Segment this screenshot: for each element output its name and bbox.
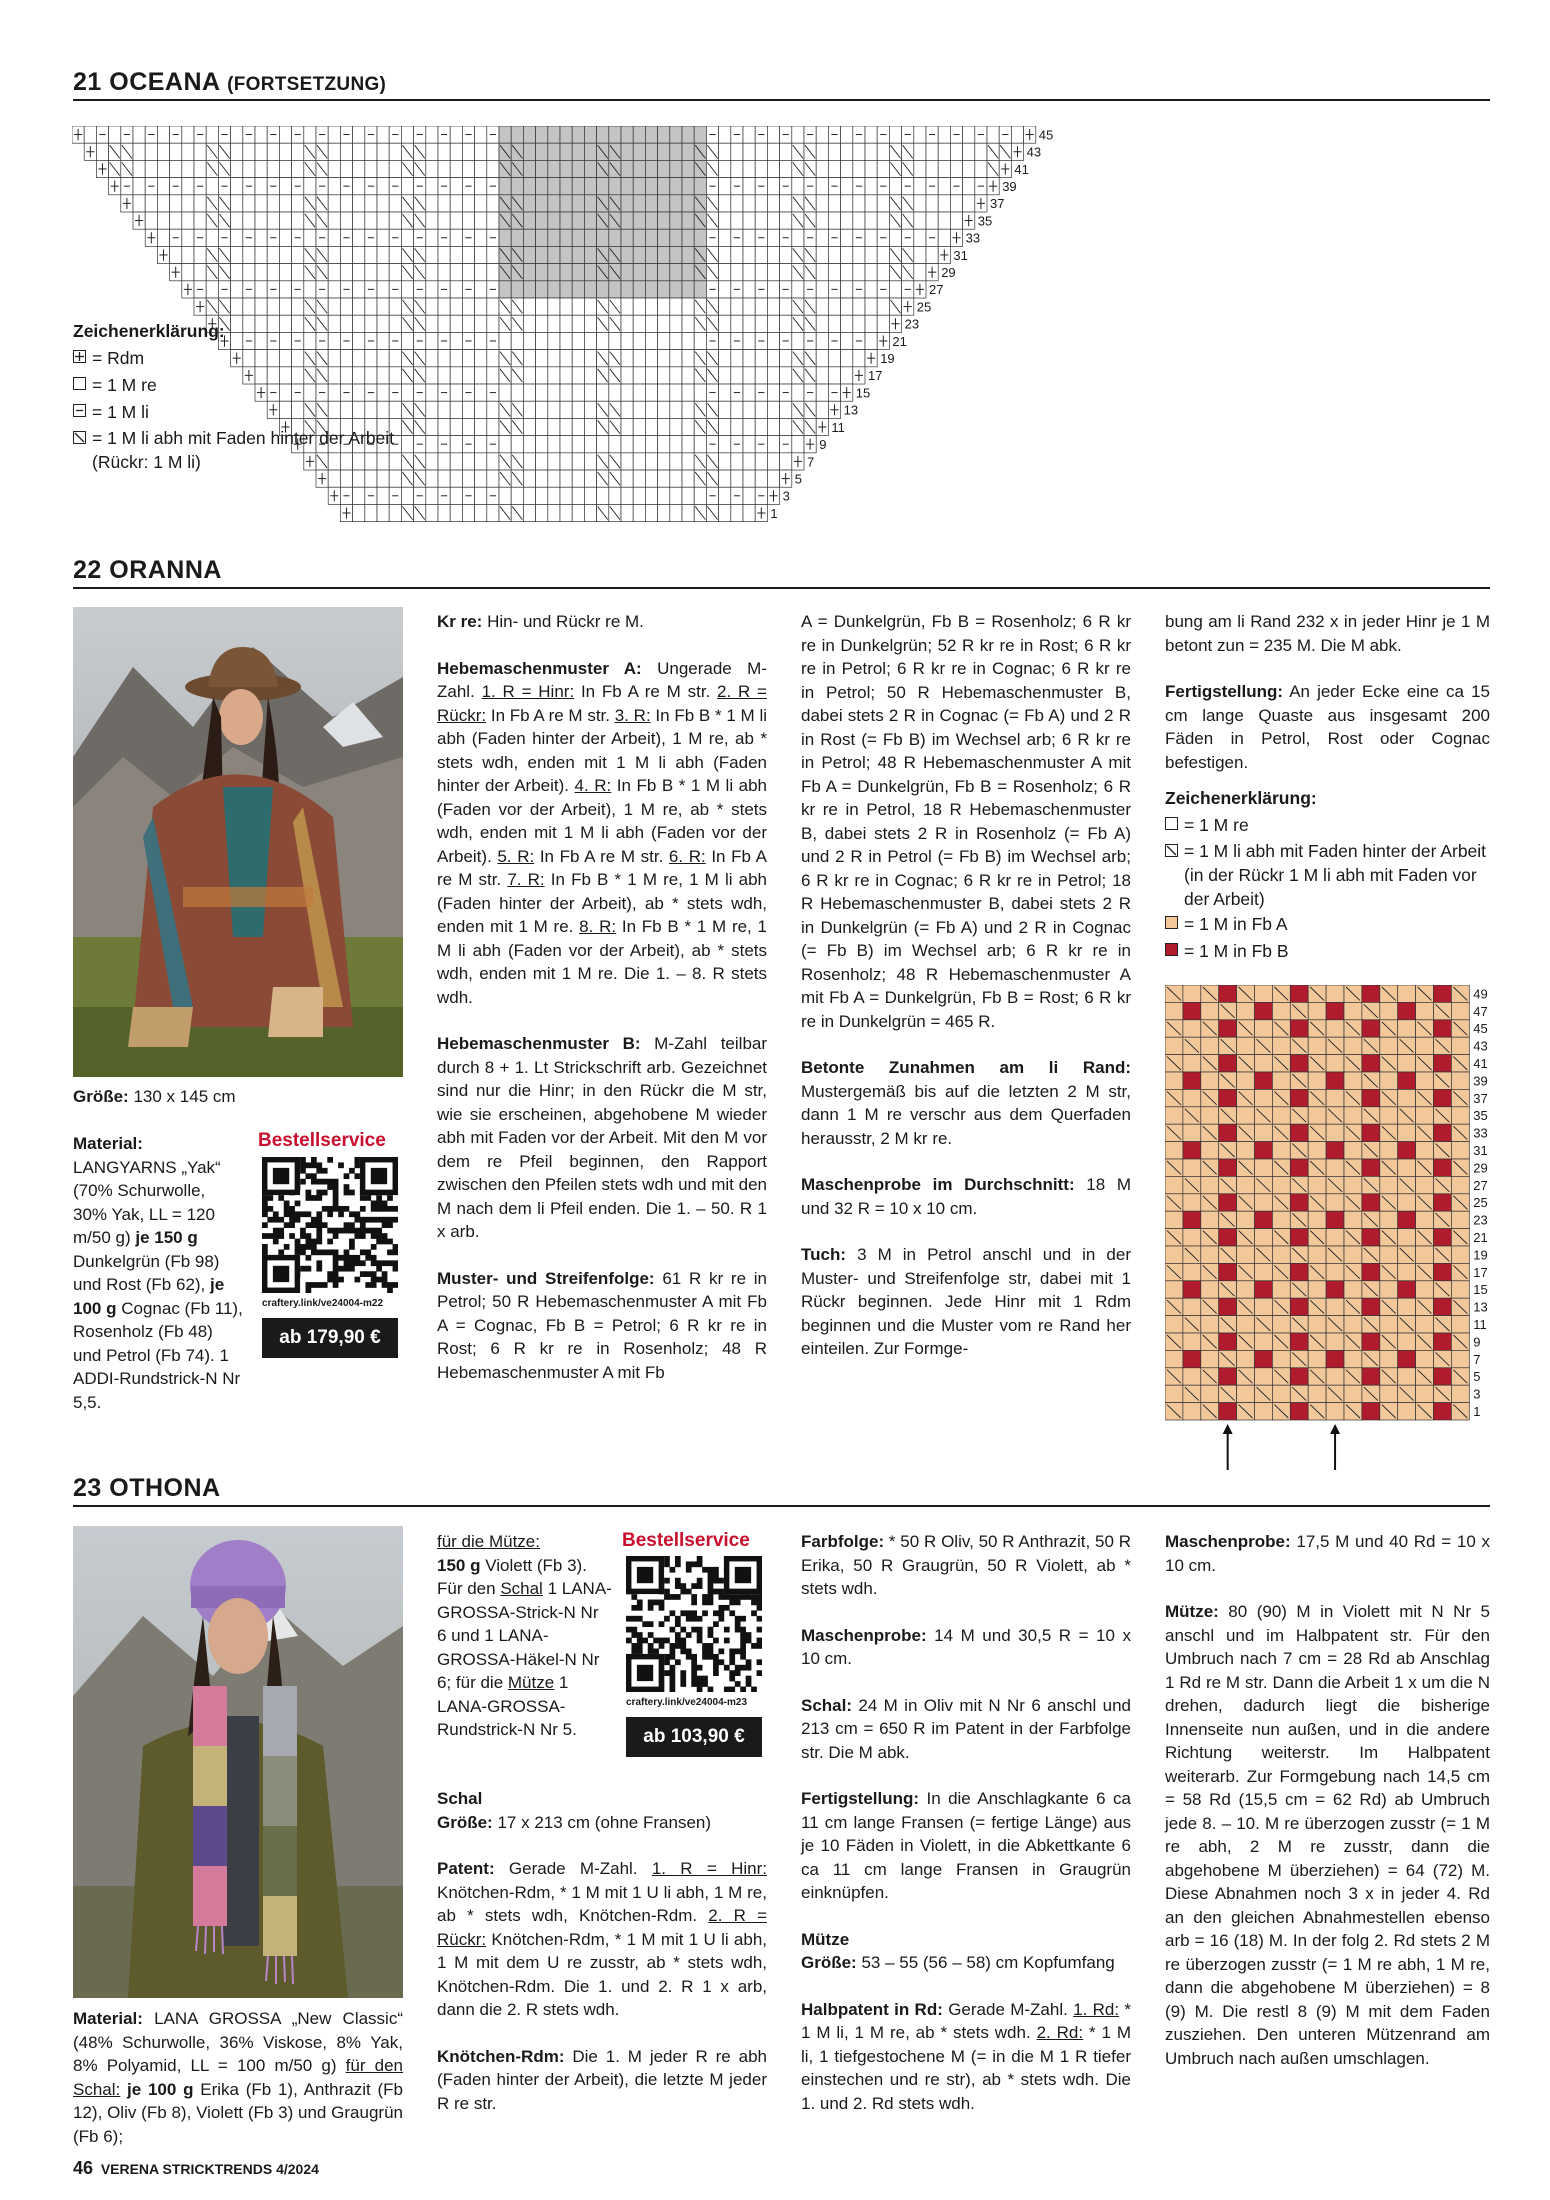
dash-box-icon — [73, 404, 86, 417]
chart-row — [1165, 1142, 1469, 1159]
chart-row — [328, 487, 779, 504]
chart-row — [1165, 1263, 1469, 1280]
row-number-label: 33 — [1473, 1125, 1488, 1141]
row-number-label: 9 — [819, 437, 827, 453]
section-22-title: 22 ORANNA — [73, 556, 1490, 589]
row-number-label: 3 — [1473, 1386, 1481, 1402]
othona-qr-code[interactable] — [626, 1556, 762, 1692]
row-number-label: 45 — [1473, 1021, 1488, 1037]
page-footer: 46 VERENA STRICKTRENDS 4/2024 — [73, 2158, 319, 2178]
row-number-label: 11 — [831, 419, 845, 435]
row-number-label: 41 — [1014, 161, 1029, 177]
chart-row — [157, 246, 950, 263]
row-number-label: 41 — [1473, 1056, 1488, 1071]
empty-box-icon — [73, 377, 86, 390]
chart-row — [170, 264, 939, 281]
section-23-title: 23 OTHONA — [73, 1474, 1490, 1507]
color-a-box-icon — [1165, 916, 1178, 929]
row-number-label: 13 — [1473, 1299, 1488, 1315]
oranna-price-badge[interactable]: ab 179,90 € — [262, 1318, 398, 1358]
row-number-label: 25 — [916, 299, 932, 315]
row-number-label: 47 — [1473, 1003, 1488, 1019]
row-number-label: 45 — [1038, 127, 1054, 143]
chart-row — [194, 298, 914, 315]
row-number-label: 21 — [1473, 1230, 1488, 1245]
chart-row — [340, 504, 767, 521]
othona-qr-caption[interactable]: craftery.link/ve24004-m23 — [626, 1697, 748, 1708]
othona-instructions-col3: Maschenprobe: 17,5 M und 40 Rd = 10 x 10 cm. Mütze: 80 (90) M in Violett mit N Nr 5 anschl und im Halbpatent str. Für den Umbruch nach 7 cm = 28 Rd ab Anschlag 1 Rd re M str. Dann die Arbeit 1 x um die N drehen, dadurch liegt die bisherige Innenseite nun außen, und in die andere Richtung weiterstr. Im Halbpatent weiterarb. Zur Formgebung nach 14,5 cm = 58 Rd (15,5 cm = 62 Rd) ab Umbruch jede 8. – 10. M re überzogen zusstr (= 1 M re abh, 2 M re zusstr, dann die abgehobene M überziehen) = 64 (72) M. Diese Abnahmen noch 3 x in jeder 4. Rd an den gleichen Abnahmestellen ebenso arb = 16 (18) M. In der folg 2. Rd stets 2 M re überzogen zusstr (= 1 M re abh, 1 M re, dann die abgehobene M überziehen) = 8 (9) M. Die restl 8 (9) M mit dem Faden zusziehen. Den unteren Mützenrand am Umbruch nach außen umschlagen. — [1165, 1532, 1490, 2068]
oranna-chart — [1165, 985, 1490, 1480]
row-number-label: 3 — [782, 488, 790, 504]
chart-row — [1165, 1281, 1469, 1298]
row-number-label: 29 — [1473, 1160, 1488, 1176]
othona-instructions-col2: Farbfolge: * 50 R Oliv, 50 R Anthrazit, 50 R Erika, 50 R Graugrün, 50 R Violett, ab * stets wdh. Maschenprobe: 14 M und 30,5 R = 10 x 10 cm. Schal: 24 M in Oliv mit N Nr 6 anschl und 213 cm = 650 R im Patent in der Farbfolge str. Die M abk. Fertigstellung: In die Anschlagkante 6 ca 11 cm lange Fransen (= fertige Länge) aus je 10 Fäden in Violett, in die Abkettkante 6 ca 11 cm lange Fransen in Graugrün einknüpfen. Mütze Größe: 53 – 55 (56 – 58) cm Kopfumfang Halbpatent in Rd: Gerade M-Zahl. 1. Rd: * 1 M li, 1 M re, ab * stets wdh. 2. Rd: * 1 M li, 1 tiefgestochene M (= in die M 1 R tiefer einstechen und re str), ab * stets wdh. Die 1. und 2. Rd stets wdh. — [801, 1532, 1132, 2113]
row-number-label: 17 — [868, 368, 883, 384]
oceana-legend: Zeichenerklärung: = Rdm = 1 M re = 1 M li = 1 M li abh mit Faden hinter der Arbeit (Rückr: 1 M li) — [73, 321, 395, 472]
chart-row — [1165, 1350, 1469, 1367]
oranna-material: Material: LANGYARNS „Yak“ (70% Schurwolle, 30% Yak, LL = 120 m/50 g) je 150 g Dunkelgrün (Fb 98) und Rost (Fb 62), je 100 g Cognac (Fb 11), Rosenholz (Fb 48) und Petrol (Fb 74). 1 ADDI-Rundstrick-N Nr 5,5. — [73, 1134, 243, 1412]
row-number-label: 43 — [1473, 1038, 1488, 1054]
chart-row — [1165, 1333, 1469, 1350]
oranna-instructions-col1: Kr re: Hin- und Rückr re M. Hebemaschenmuster A: Ungerade M-Zahl. 1. R = Hinr: In Fb A re M str. 2. R = Rückr: In Fb A re M str. 3. R: In Fb B * 1 M li abh (Faden hinter der Arbeit), 1 M re, ab * stets wdh, enden mit 1 M li abh (Faden hinter der Arbeit). 4. R: In Fb B * 1 M li abh (Faden vor der Arbeit), 1 M re, ab * stets wdh, enden mit 1 M li abh (Faden vor der Arbeit). 5. R: In Fb A re M str. 6. R: In Fb A re M str. 7. R: In Fb B * 1 M re, 1 M li abh (Faden hinter der Arbeit), ab * stets wdh, enden mit 1 M re. 8. R: In Fb B * 1 M re, 1 M li abh (Faden vor der Arbeit), ab * stets wdh, enden mit 1 M re. Die 1. – 8. R stets wdh. Hebemaschenmuster B: M-Zahl teilbar durch 8 + 1. Lt Strickschrift arb. Gezeichnet sind nur die Hinr; in den Rückr die M str, wie sie erscheinen, abgehobene M wieder abh mit Faden vor der Arbeit. Mit den M vor dem re Pfeil beginnen, den Rapport zwischen den Pfeilen stets wdh und mit den M nach dem li Pfeil enden. Die 1. – 50. R 1 x arb. Muster- und Streifenfolge: 61 R kr re in Petrol; 50 R Hebemaschenmuster A mit Fb A = Cognac, Fb B = Petrol; 6 R kr re in Rost; 6 R kr re in Rosenholz; 48 R Hebemaschenmuster A mit Fb — [437, 612, 768, 1382]
row-number-label: 35 — [977, 213, 993, 229]
chart-row — [121, 195, 987, 212]
repeat-start-arrow-icon — [1223, 1424, 1233, 1470]
chart-row — [133, 212, 975, 229]
chart-row — [1165, 1124, 1469, 1141]
oranna-bestellservice-label: Bestellservice — [258, 1130, 386, 1151]
oranna-qr-code[interactable] — [262, 1157, 398, 1293]
row-number-label: 35 — [1473, 1108, 1488, 1124]
row-number-label: 7 — [807, 454, 815, 470]
row-number-label: 7 — [1473, 1351, 1481, 1367]
chart-row — [1165, 1107, 1469, 1124]
row-number-label: 9 — [1473, 1334, 1481, 1350]
row-number-label: 5 — [794, 471, 803, 487]
chart-row — [182, 281, 926, 298]
chart-row — [1165, 1316, 1469, 1333]
row-number-label: 19 — [1473, 1247, 1488, 1263]
row-number-label: 19 — [880, 351, 895, 367]
chart-row — [1165, 1229, 1469, 1246]
chart-row — [1165, 1176, 1469, 1193]
section-21-title: 21 OCEANA (FORTSETZUNG) — [73, 68, 1490, 101]
row-number-label: 1 — [770, 505, 778, 521]
chart-row — [1165, 1385, 1469, 1402]
chart-row — [1165, 985, 1469, 1002]
row-number-label: 27 — [1473, 1177, 1488, 1193]
othona-bestellservice-label: Bestellservice — [622, 1530, 750, 1551]
chart-row — [1165, 1020, 1469, 1037]
othona-material-cont: für die Mütze: 150 g Violett (Fb 3). Für den Schal 1 LANA-GROSSA-Strick-N Nr 6 und 1 LANA-GROSSA-Häkel-N Nr 6; für die Mütze 1 LANA-GROSSA-Rundstrick-N Nr 5. — [437, 1532, 612, 1739]
chart-row — [1165, 1211, 1469, 1228]
othona-material: Material: LANA GROSSA „New Classic“ (48% Schurwolle, 36% Viskose, 8% Yak, 8% Polyamid, LL = 100 m/50 g) für den Schal: je 100 g Erika (Fb 1), Anthrazit (Fb 12), Oliv (Fb 8), Violett (Fb 3) und Graugrün (Fb 6); — [73, 2009, 403, 2146]
oranna-photo — [73, 607, 403, 1077]
slash-box-icon — [1165, 844, 1178, 857]
oranna-instructions-col3: bung am li Rand 232 x in jeder Hinr je 1 M betont zun = 235 M. Die M abk. Fertigstellung: An jeder Ecke eine ca 15 cm lange Quaste aus insgesamt 200 Fäden in Petrol, Rost oder Cognac befestigen. — [1165, 612, 1490, 772]
chart-row — [1165, 1159, 1469, 1176]
plus-box-icon — [73, 350, 86, 363]
chart-row — [1165, 1072, 1469, 1089]
chart-row — [1165, 1368, 1469, 1385]
othona-price-badge[interactable]: ab 103,90 € — [626, 1717, 762, 1757]
othona-instructions-col1: Schal Größe: 17 x 213 cm (ohne Fransen) Patent: Gerade M-Zahl. 1. R = Hinr: Knötchen-Rdm, * 1 M mit 1 U li abh, 1 M re, ab * stets wdh, Knötchen-Rdm. 2. R = Rückr: Knötchen-Rdm, * 1 M mit 1 U li abh, 1 M mit dem U re zusstr, ab * stets wdh, Knötchen-Rdm. Die 1. und 2. R 1 x arb, dann die 2. R stets wdh. Knötchen-Rdm: Die 1. M jeder R re abh (Faden hinter der Arbeit), die letzte M jeder R re str. — [437, 1789, 767, 2113]
row-number-label: 17 — [1473, 1264, 1488, 1280]
chart-row — [1165, 1089, 1469, 1106]
row-number-label: 5 — [1473, 1369, 1481, 1385]
row-number-label: 31 — [953, 247, 968, 263]
othona-photo — [73, 1526, 403, 1998]
oranna-legend: Zeichenerklärung: = 1 M re = 1 M li abh mit Faden hinter der Arbeit (in der Rückr 1 M li abh mit Faden vor der Arbeit) = 1 M in Fb A = 1 M in Fb B — [1165, 788, 1487, 961]
row-number-label: 23 — [1473, 1212, 1488, 1228]
row-number-label: 23 — [904, 316, 920, 332]
row-number-label: 29 — [941, 265, 956, 281]
row-number-label: 15 — [855, 385, 871, 401]
row-number-label: 27 — [929, 282, 944, 298]
row-number-label: 31 — [1473, 1143, 1488, 1158]
row-number-label: 37 — [990, 196, 1005, 212]
chart-row — [72, 126, 1036, 143]
row-number-label: 37 — [1473, 1090, 1488, 1106]
row-number-label: 33 — [965, 230, 981, 246]
chart-row — [1165, 1194, 1469, 1211]
row-number-label: 43 — [1026, 144, 1042, 160]
chart-row — [1165, 1002, 1469, 1019]
chart-row — [145, 229, 962, 246]
empty-box-icon — [1165, 817, 1178, 830]
row-number-label: 39 — [1002, 179, 1017, 195]
row-number-label: 25 — [1473, 1195, 1488, 1211]
oranna-instructions-col2: A = Dunkelgrün, Fb B = Rosenholz; 6 R kr re in Dunkelgrün; 52 R kr re in Rost; 6 R kr re in Petrol; 6 R kr re in Cognac; 6 R kr re in Petrol; 50 R Hebemaschenmuster B, dabei stets 2 R in Cognac (= Fb A) und 2 R in Rost (= Fb B) im Wechsel arb; 6 R kr re in Petrol; 48 R Hebemaschenmuster A mit Fb A = Dunkelgrün, Fb B = Rosenholz; 6 R kr re in Petrol, 18 R Hebemaschenmuster B, dabei stets 2 R in Rosenholz (= Fb A) und 2 R in Petrol (= Fb B) im Wechsel arb; 6 R kr re in Cognac; 6 R kr re in Petrol; 18 R Hebemaschenmuster B, dabei stets 2 R in Dunkelgrün (= Fb A) und 2 R in Cognac (= Fb B) im Wechsel arb; 6 R kr re in Rosenholz; 48 R Hebemaschenmuster A mit Fb A = Dunkelgrün, Fb B = Rost; 6 R kr re in Dunkelgrün = 465 R. Betonte Zunahmen am li Rand: Mustergemäß bis auf die letzten 2 M str, dann 1 M re verschr aus dem Querfaden herausstr, 2 M kr re. Maschenprobe im Durchschnitt: 18 M und 32 R = 10 x 10 cm. Tuch: 3 M in Petrol anschl und in der Muster- und Streifenfolge str, dabei mit 1 Rückr beginnen. Jede Hinr mit 1 Rdm beginnen und die Muster vom re Rand her einteilen. Zur Formge- — [801, 612, 1131, 1358]
slash-box-icon — [73, 431, 86, 444]
color-b-box-icon — [1165, 943, 1178, 956]
row-number-label: 21 — [892, 333, 907, 349]
chart-row — [1165, 1037, 1469, 1054]
row-number-label: 15 — [1473, 1282, 1488, 1298]
repeat-end-arrow-icon — [1330, 1424, 1340, 1470]
chart-row — [96, 160, 1011, 177]
row-number-label: 11 — [1473, 1317, 1487, 1332]
row-number-label: 39 — [1473, 1073, 1488, 1089]
chart-row — [109, 178, 1000, 195]
chart-row — [1165, 1403, 1469, 1420]
chart-row — [1165, 1298, 1469, 1315]
row-number-label: 1 — [1473, 1404, 1481, 1419]
oranna-qr-caption[interactable]: craftery.link/ve24004-m22 — [262, 1298, 384, 1309]
row-number-label: 13 — [843, 402, 859, 418]
chart-row — [84, 143, 1023, 160]
chart-row — [1165, 1055, 1469, 1072]
chart-row — [1165, 1246, 1469, 1263]
row-number-label: 49 — [1473, 986, 1488, 1002]
oranna-size: Größe: 130 x 145 cm — [73, 1087, 236, 1106]
